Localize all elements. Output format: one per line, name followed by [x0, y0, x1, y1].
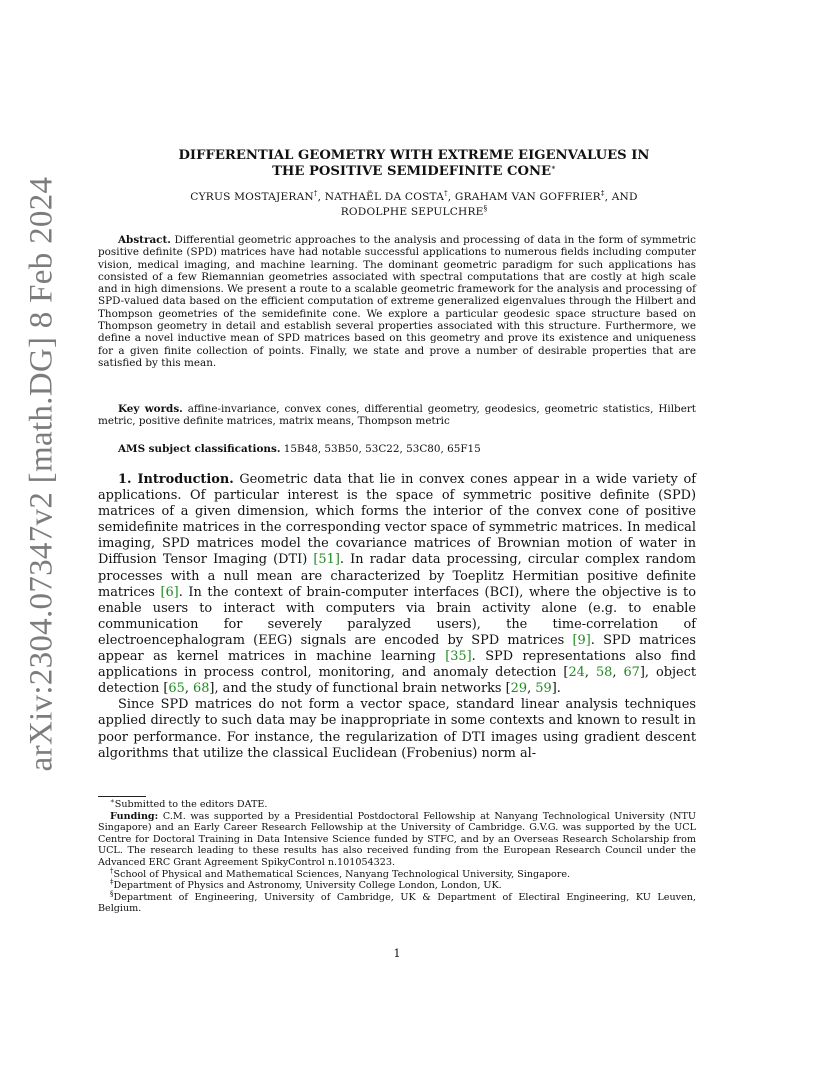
ams-label: AMS subject classifications. [118, 443, 281, 455]
author-separator: , [317, 191, 325, 203]
abstract [98, 234, 696, 369]
footnote [98, 877, 696, 892]
footnote-text: C.M. was supported by a Presidential Postdoctoral Fellowship at Nanyang Technological University (NTU Singapore) and an Early Career Research Fellowship at the University of Cambridge. G.V.G. was supported by the UCL Centre for Doctoral Training in Data Intensive Science funded by STFC, and by an Overseas Research Scholarship from UCL. The research leading to these results has also received funding from the European Research Council under the Advanced ERC Grant Agreement SpikyControl n.101054323. [98, 810, 696, 868]
author-mark: † [444, 189, 448, 198]
citation-link[interactable]: [6] [160, 584, 179, 600]
ams-classifications [118, 443, 696, 455]
footnote-text: Department of Physics and Astronomy, University College London, London, UK. [113, 880, 502, 892]
citation-link[interactable]: 68 [193, 681, 210, 697]
intro-text-run: . In the context of brain-computer interfaces (BCI), where the objective is to enable users to interact with computers via brain activity alone (e.g. to enable communication for severely paralyzed users), the time-correlation of electroencephalogram (EEG) signals are encoded by SPD matrices [98, 584, 697, 648]
footnote-mark: ∗ [110, 796, 115, 805]
footnote-text: Submitted to the editors DATE. [114, 799, 268, 810]
title-line-1: DIFFERENTIAL GEOMETRY WITH EXTREME EIGENVALUES IN [178, 148, 650, 163]
footnote [98, 866, 696, 881]
citation-link[interactable]: 65 [168, 681, 185, 697]
intro-text-run: . SPD matrices appear as kernel matrices in machine learning [98, 632, 696, 665]
footnote-rule [98, 796, 146, 797]
footnote-mark: § [110, 889, 114, 898]
page-number: 1 [393, 947, 401, 960]
author-name: NATHAËL DA COSTA [324, 191, 445, 203]
citation-link[interactable]: [9] [572, 632, 591, 648]
funding-label: Funding: [110, 810, 159, 822]
arxiv-identifier: arXiv:2304.07347v2 [math.DG] 8 Feb 2024 [23, 176, 60, 772]
footnote-text: School of Physical and Mathematical Sciences, Nanyang Technological University, Singapore. [113, 868, 571, 880]
keywords [98, 403, 696, 428]
footnote [98, 796, 696, 811]
abstract-label: Abstract. [118, 234, 171, 246]
footnote-mark: ‡ [110, 877, 114, 886]
intro-text-run: ]. [551, 681, 561, 697]
paper-title [98, 148, 730, 180]
footnote-text: Department of Engineering, University of Cambridge, UK & Department of Electiral Engineering, KU Leuven, Belgium. [98, 891, 696, 915]
author-mark: ‡ [600, 189, 605, 198]
author-name: RODOLPHE SEPULCHRE [340, 206, 484, 218]
intro-text-run: ], and the study of functional brain networks [ [209, 681, 511, 697]
citation-link[interactable]: 59 [535, 681, 552, 697]
intro-text-run: . In radar data processing, circular complex random processes with a null mean are characterized by Toeplitz Hermitian positive definite matrices [98, 552, 697, 600]
author-name: GRAHAM VAN GOFFRIER [454, 191, 601, 203]
introduction-section [98, 472, 696, 762]
citation-link[interactable]: 29 [510, 681, 528, 697]
citation-link[interactable]: [35] [445, 649, 472, 665]
introduction-paragraph-1 [98, 472, 696, 697]
intro-text-run: ], object detection [ [98, 665, 696, 697]
author-mark: † [313, 189, 318, 198]
introduction-paragraph-2: Since SPD matrices do not form a vector space, standard linear analysis techniques applied directly to such data may be inappropriate in some contexts and known to result in poor performance. For instance, the regularization of DTI images using gradient descent algorithms that utilize the classical Euclidean (Frobenius) norm al- [98, 697, 696, 761]
citation-link[interactable]: [51] [313, 552, 340, 568]
title-footnote-mark: ∗ [551, 162, 556, 172]
author-list [98, 190, 730, 220]
citation-link[interactable]: 24 [568, 665, 585, 681]
author-separator: , [447, 191, 455, 203]
intro-text-run: , [584, 665, 596, 681]
footnote-funding [98, 811, 696, 869]
footnotes [98, 796, 696, 915]
citation-link[interactable]: 67 [623, 665, 640, 681]
intro-text-run: , [612, 665, 624, 681]
keywords-label: Key words. [118, 403, 183, 415]
citation-link[interactable]: 58 [595, 665, 613, 681]
abstract-text: Differential geometric approaches to the analysis and processing of data in the form of symmetric positive definite (SPD) matrices have had notable successful applications to numerous fields including computer vision, medical imaging, and machine learning. The dominant geometric paradigm for such applications has consisted of a few Riemannian geometries associated with spectral computations that are costly at high scale and in high dimensions. We present a route to a scalable geometric framework for the analysis and processing of SPD-valued data based on the efficient computation of extreme generalized eigenvalues through the Hilbert and Thompson geometries of the semidefinite cone. We explore a particular geodesic space structure based on Thompson geometry in detail and establish several properties associated with this structure. Furthermore, we define a novel inductive mean of SPD matrices based on this geometry and prove its existence and uniqueness for a given finite collection of points. Finally, we state and prove a number of desirable properties that are satisfied by this mean. [98, 234, 696, 369]
ams-text: 15B48, 53B50, 53C22, 53C80, 65F15 [283, 443, 481, 455]
title-line-2: THE POSITIVE SEMIDEFINITE CONE [272, 164, 552, 179]
author-mark: § [483, 204, 488, 213]
author-name: CYRUS MOSTAJERAN [190, 191, 314, 203]
author-separator: , AND [604, 191, 638, 203]
keywords-text: affine-invariance, convex cones, differential geometry, geodesics, geometric statistics, Hilbert metric, positive definite matrices, matrix means, Thompson metric [98, 403, 696, 428]
intro-text-run: . SPD representations also find applications in process control, monitoring, and anomaly detection [ [98, 649, 696, 681]
footnote-mark: † [110, 866, 114, 875]
intro-text-run: , [184, 681, 194, 697]
footnote [98, 889, 696, 915]
section-heading: 1. Introduction. [118, 472, 234, 487]
intro-text-run: , [527, 681, 536, 697]
intro-text-run: Geometric data that lie in convex cones appear in a wide variety of applications. Of particular interest is the space of symmetric positive definite (SPD) matrices of a given dimension, which forms the interior of the convex cone of positive semidefinite matrices in the corresponding vector space of symmetric matrices. In medical imaging, SPD matrices model the covariance matrices of Brownian motion of water in Diffusion Tensor Imaging (DTI) [98, 472, 696, 568]
